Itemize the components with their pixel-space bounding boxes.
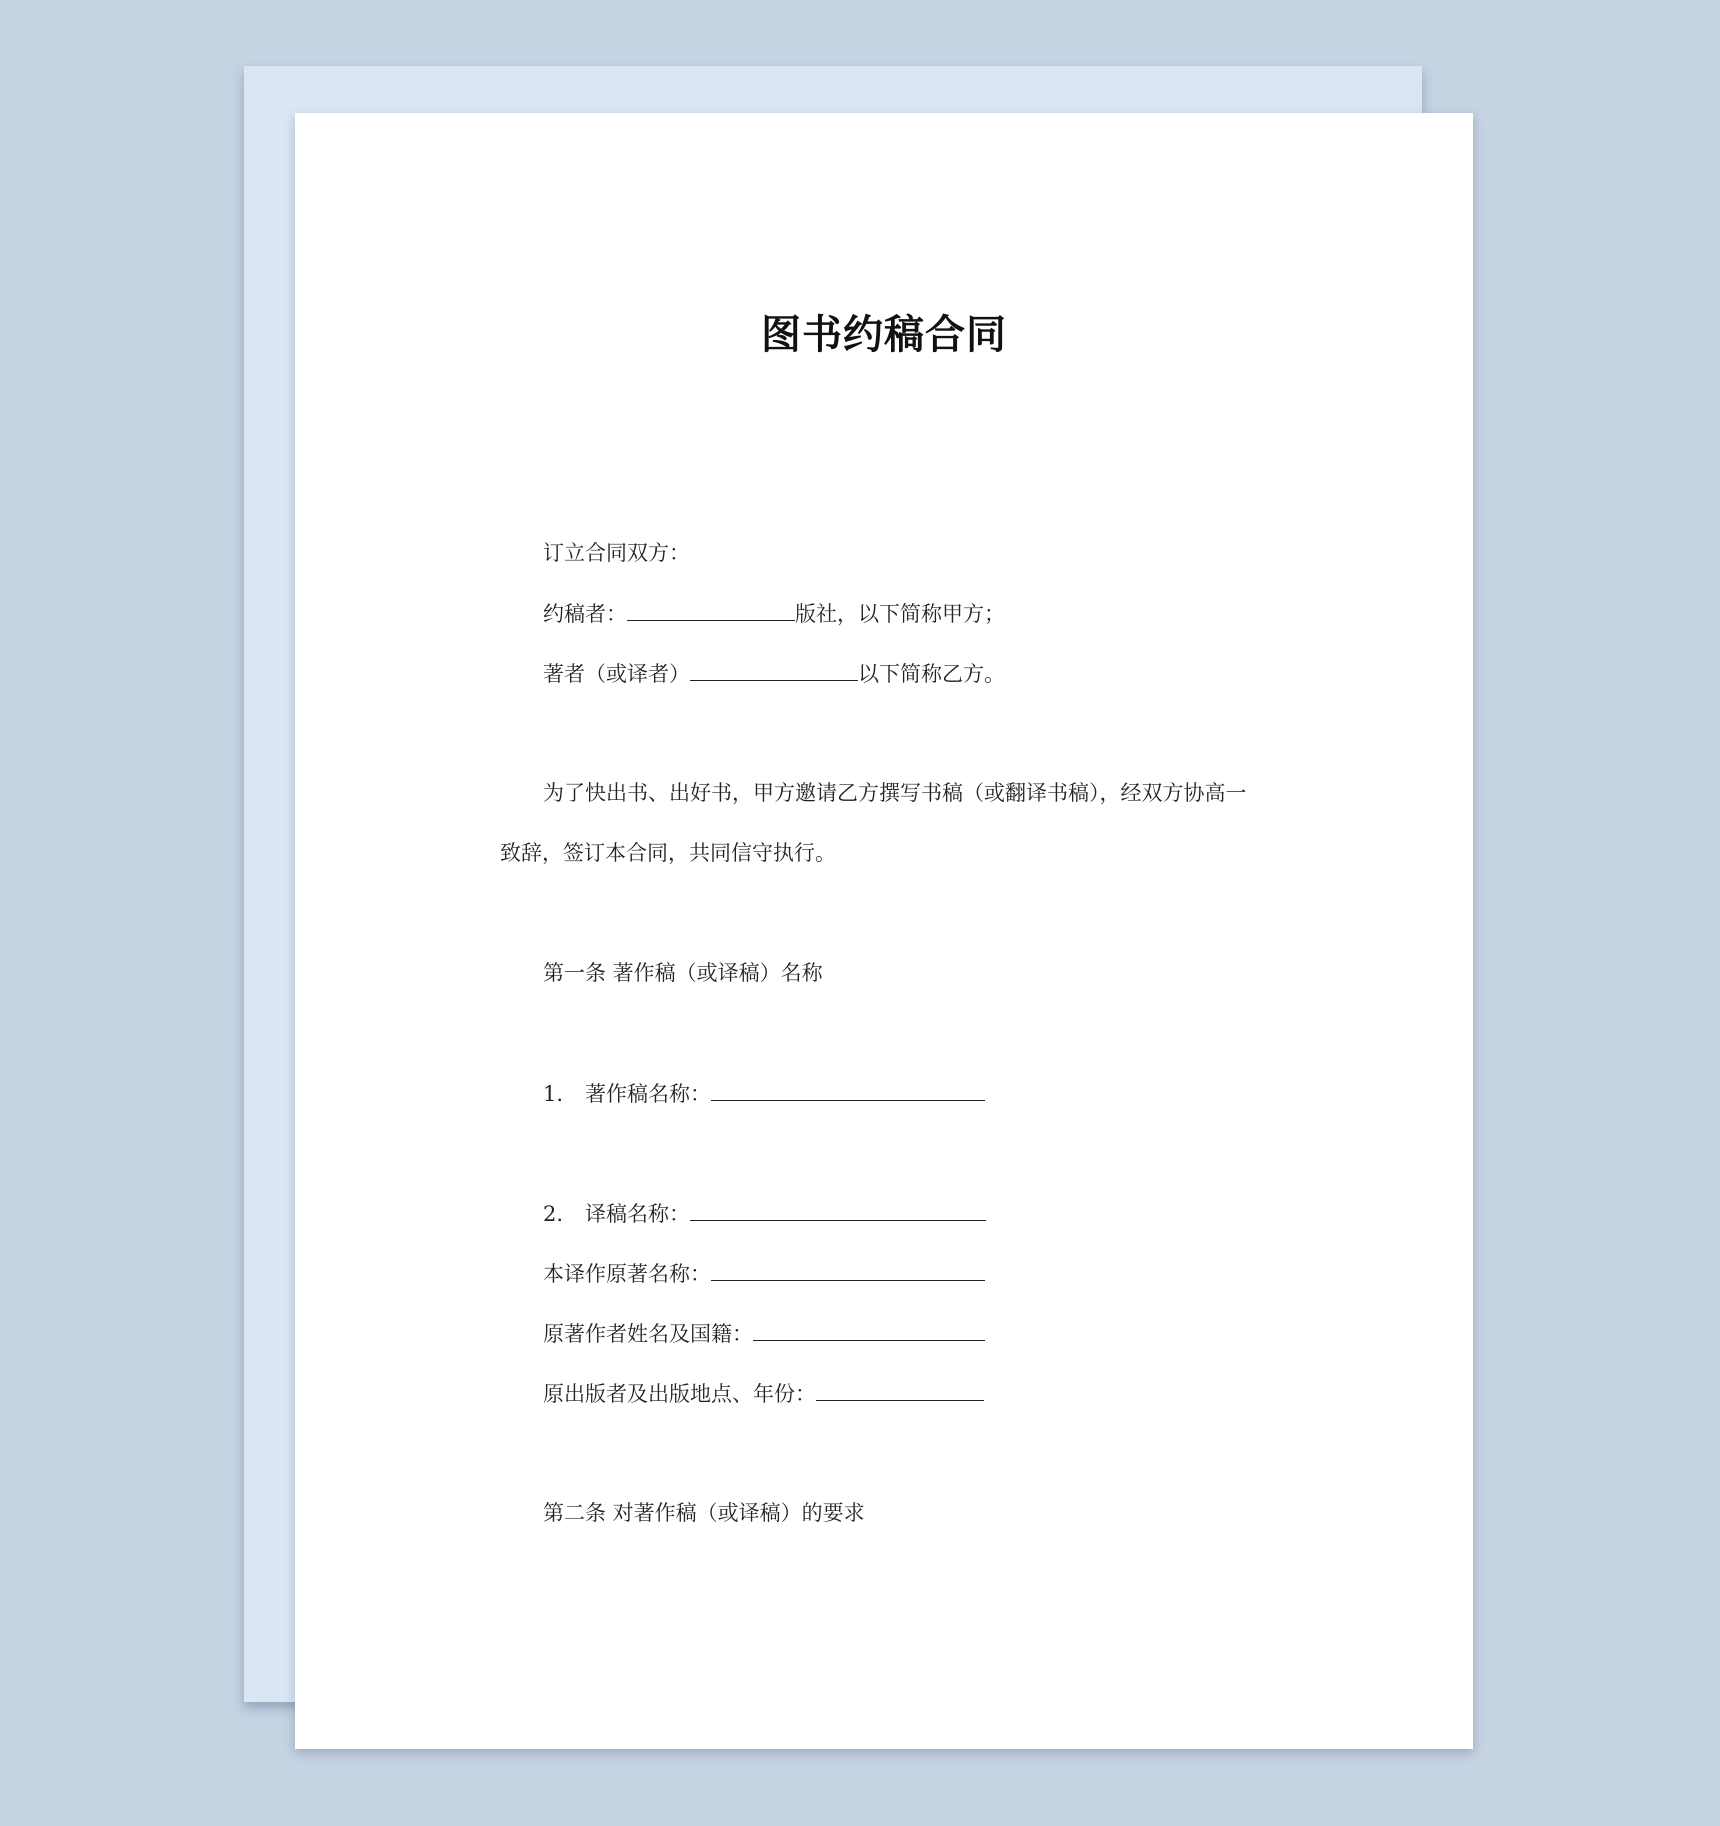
article-1-heading: 第一条 著作稿（或译稿）名称 bbox=[543, 961, 823, 985]
original-publisher-label: 原出版者及出版地点、年份： bbox=[543, 1382, 816, 1406]
original-author-blank[interactable] bbox=[753, 1318, 985, 1341]
item-1-label: 著作稿名称： bbox=[585, 1082, 712, 1106]
original-title-label: 本译作原著名称： bbox=[543, 1262, 711, 1286]
item-1-blank[interactable] bbox=[711, 1078, 985, 1101]
party-b-blank[interactable] bbox=[690, 658, 858, 681]
article-2-heading: 第二条 对著作稿（或译稿）的要求 bbox=[543, 1501, 865, 1525]
document-title: 图书约稿合同 bbox=[761, 312, 1007, 358]
original-author-label: 原著作者姓名及国籍： bbox=[543, 1322, 753, 1346]
item-2-line bbox=[543, 1198, 986, 1229]
original-title-blank[interactable] bbox=[711, 1258, 985, 1281]
party-a-prefix: 约稿者： bbox=[543, 602, 627, 626]
purpose-line-2: 致辞，签订本合同，共同信守执行。 bbox=[500, 841, 836, 865]
party-b-suffix: 以下简称乙方。 bbox=[858, 662, 1005, 686]
item-2-number: 2. bbox=[543, 1202, 564, 1226]
party-a-blank[interactable] bbox=[627, 598, 795, 621]
item-1-number: 1. bbox=[543, 1082, 564, 1106]
original-publisher-blank[interactable] bbox=[816, 1378, 984, 1401]
purpose-line-1: 为了快出书、出好书，甲方邀请乙方撰写书稿（或翻译书稿），经双方协高一 bbox=[543, 781, 1247, 805]
item-2-blank[interactable] bbox=[690, 1198, 986, 1221]
party-a-suffix: 版社，以下简称甲方； bbox=[795, 602, 1005, 626]
original-publisher-line bbox=[543, 1378, 984, 1409]
item-1-line bbox=[543, 1078, 985, 1109]
original-author-line bbox=[543, 1318, 985, 1349]
party-a-line bbox=[543, 598, 1005, 629]
intro-label: 订立合同双方： bbox=[543, 541, 690, 565]
original-title-line bbox=[543, 1258, 985, 1289]
party-b-line bbox=[543, 658, 1005, 689]
item-2-label: 译稿名称： bbox=[585, 1202, 691, 1226]
party-b-prefix: 著者（或译者） bbox=[543, 662, 690, 686]
document-page bbox=[295, 113, 1473, 1749]
